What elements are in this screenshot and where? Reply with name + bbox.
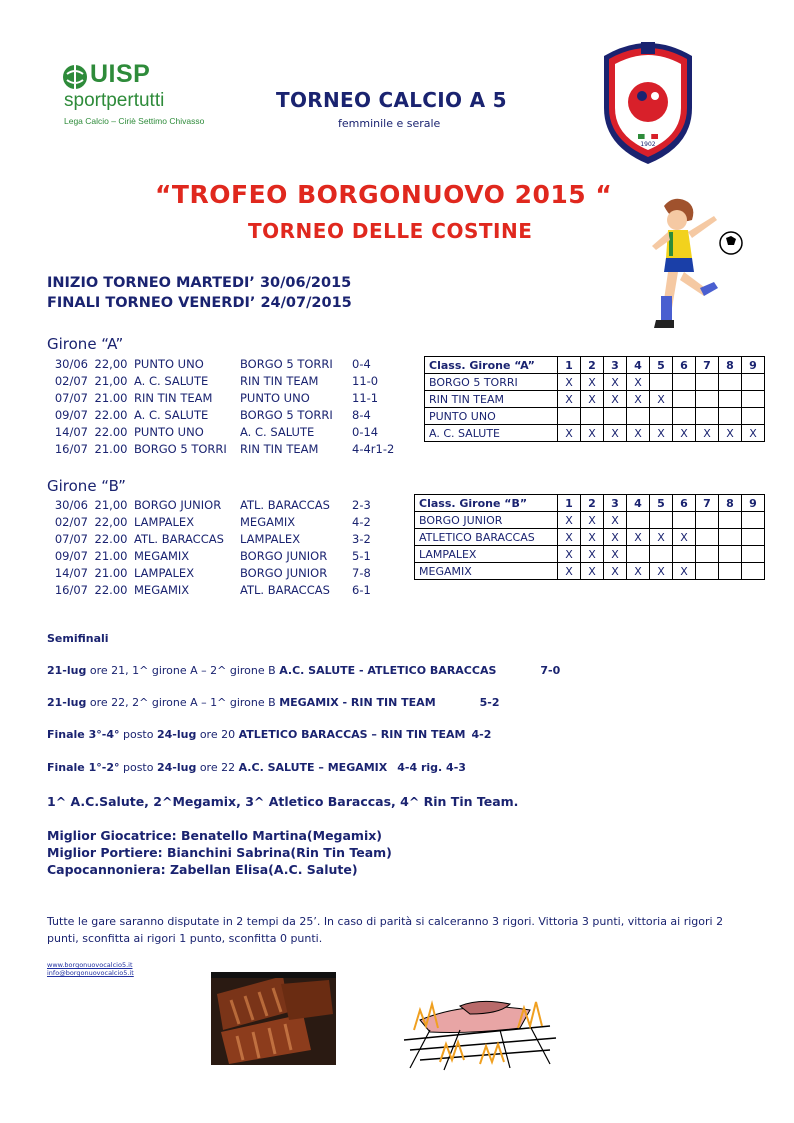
match-time: 22.00 xyxy=(94,532,128,546)
mark-cell xyxy=(696,512,719,529)
match-row xyxy=(50,582,371,599)
semifinal-1 xyxy=(47,664,560,677)
match-score: 6-1 xyxy=(352,583,371,597)
final12-desc2: ore 22 xyxy=(196,761,239,774)
match-date: 02/07 xyxy=(54,374,88,388)
mark-cell: X xyxy=(604,512,627,529)
column-header: 6 xyxy=(673,357,696,374)
team-name: ATLETICO BARACCAS xyxy=(415,529,558,546)
mark-cell xyxy=(558,408,581,425)
mark-cell: X xyxy=(742,425,765,442)
match-row xyxy=(50,407,394,424)
column-header: 8 xyxy=(719,495,742,512)
match-home: A. C. SALUTE xyxy=(134,374,209,388)
ribs-photo xyxy=(211,972,336,1065)
best-keeper: Miglior Portiere: Bianchini Sabrina(Rin Tin Team) xyxy=(47,845,392,860)
best-player: Miglior Giocatrice: Benatello Martina(Megamix) xyxy=(47,828,383,843)
mark-cell xyxy=(673,374,696,391)
match-away: RIN TIN TEAM xyxy=(240,374,319,388)
match-time: 22.00 xyxy=(94,425,128,439)
mark-cell: X xyxy=(604,529,627,546)
match-home: PUNTO UNO xyxy=(134,357,204,371)
mark-cell xyxy=(719,391,742,408)
mark-cell xyxy=(742,408,765,425)
girl-footballer-illustration xyxy=(644,196,750,346)
column-header: 4 xyxy=(627,357,650,374)
start-date: INIZIO TORNEO MARTEDI’ 30/06/2015 xyxy=(47,275,352,291)
final12-score: 4-4 rig. 4-3 xyxy=(397,761,466,774)
match-date: 30/06 xyxy=(54,357,88,371)
table-row xyxy=(425,425,765,442)
uisp-name: UISP xyxy=(90,60,151,88)
match-away: LAMPALEX xyxy=(240,532,301,546)
final34-date: 24-lug xyxy=(156,728,197,741)
semi2-score: 5-2 xyxy=(479,696,500,709)
mark-cell: X xyxy=(696,425,719,442)
mark-cell xyxy=(627,512,650,529)
mark-cell xyxy=(581,408,604,425)
match-away: RIN TIN TEAM xyxy=(240,442,319,456)
semifinal-2 xyxy=(47,696,500,709)
final12-teams: A.C. SALUTE – MEGAMIX xyxy=(238,761,388,774)
mark-cell: X xyxy=(650,563,673,580)
team-name: RIN TIN TEAM xyxy=(425,391,558,408)
mark-cell: X xyxy=(581,512,604,529)
match-away: PUNTO UNO xyxy=(240,391,310,405)
mark-cell xyxy=(673,546,696,563)
mark-cell xyxy=(696,374,719,391)
column-header: 8 xyxy=(719,357,742,374)
semi1-score: 7-0 xyxy=(540,664,561,677)
match-score: 11-0 xyxy=(352,374,379,388)
mark-cell: X xyxy=(558,425,581,442)
team-name: MEGAMIX xyxy=(415,563,558,580)
girone-b-standings-table xyxy=(414,494,765,580)
match-home: MEGAMIX xyxy=(134,549,190,563)
uisp-lega: Lega Calcio – Ciriè Settimo Chivasso xyxy=(64,116,205,126)
column-header: 7 xyxy=(696,357,719,374)
mark-cell xyxy=(696,563,719,580)
match-home: PUNTO UNO xyxy=(134,425,204,439)
website-link[interactable]: www.borgonuovocalcio5.it xyxy=(47,961,133,969)
match-date: 07/07 xyxy=(54,391,88,405)
mark-cell xyxy=(696,546,719,563)
match-time: 21,00 xyxy=(94,374,128,388)
final34-label: Finale 3°-4° xyxy=(47,728,120,741)
awards xyxy=(47,827,392,878)
semi1-date: 21-lug xyxy=(47,664,87,677)
crest-year: 1902 xyxy=(640,141,656,148)
match-row xyxy=(50,424,394,441)
match-score: 8-4 xyxy=(352,408,371,422)
match-away: A. C. SALUTE xyxy=(240,425,315,439)
column-header: 3 xyxy=(604,357,627,374)
uisp-logo xyxy=(62,60,205,142)
table-header-row xyxy=(425,357,765,374)
match-away: BORGO JUNIOR xyxy=(240,566,328,580)
mark-cell xyxy=(650,408,673,425)
final34-score: 4-2 xyxy=(471,728,492,741)
mark-cell: X xyxy=(558,391,581,408)
mark-cell xyxy=(604,408,627,425)
match-time: 22,00 xyxy=(94,357,128,371)
match-away: ATL. BARACCAS xyxy=(240,498,330,512)
final34-desc2: ore 20 xyxy=(196,728,239,741)
mark-cell xyxy=(650,512,673,529)
match-home: BORGO 5 TORRI xyxy=(134,442,227,456)
match-score: 11-1 xyxy=(352,391,379,405)
match-score: 7-8 xyxy=(352,566,371,580)
final-1-2 xyxy=(47,761,466,774)
table-header-row xyxy=(415,495,765,512)
column-header: 9 xyxy=(742,357,765,374)
mark-cell xyxy=(742,374,765,391)
uisp-sub: sportpertutti xyxy=(64,90,165,111)
match-row xyxy=(50,514,371,531)
final12-label: Finale 1°-2° xyxy=(47,761,120,774)
column-header: 4 xyxy=(627,495,650,512)
mark-cell xyxy=(742,546,765,563)
match-date: 16/07 xyxy=(54,583,88,597)
mark-cell xyxy=(719,546,742,563)
semifinals-heading: Semifinali xyxy=(47,632,109,645)
match-away: BORGO 5 TORRI xyxy=(240,408,333,422)
team-name: PUNTO UNO xyxy=(425,408,558,425)
match-score: 3-2 xyxy=(352,532,371,546)
semi2-date: 21-lug xyxy=(47,696,87,709)
team-name: BORGO JUNIOR xyxy=(415,512,558,529)
match-date: 14/07 xyxy=(54,566,88,580)
final12-date: 24-lug xyxy=(156,761,197,774)
mark-cell xyxy=(650,546,673,563)
mark-cell xyxy=(673,512,696,529)
mark-cell: X xyxy=(650,529,673,546)
mark-cell: X xyxy=(604,425,627,442)
page-subtitle: femminile e serale xyxy=(338,117,441,130)
match-score: 4-4r1-2 xyxy=(352,442,395,456)
match-away: ATL. BARACCAS xyxy=(240,583,330,597)
column-header: 5 xyxy=(650,495,673,512)
table-header: Class. Girone “B” xyxy=(415,495,558,512)
match-row xyxy=(50,548,371,565)
final12-desc1: posto xyxy=(119,761,157,774)
column-header: 9 xyxy=(742,495,765,512)
final-3-4 xyxy=(47,728,491,741)
mark-cell: X xyxy=(581,425,604,442)
girone-b-label: Girone “B” xyxy=(47,477,126,495)
contact-links xyxy=(47,961,134,977)
match-home: MEGAMIX xyxy=(134,583,190,597)
match-score: 0-4 xyxy=(352,357,371,371)
semi2-teams: MEGAMIX - RIN TIN TEAM xyxy=(279,696,436,709)
mark-cell xyxy=(696,529,719,546)
match-date: 14/07 xyxy=(54,425,88,439)
table-row xyxy=(415,512,765,529)
match-home: LAMPALEX xyxy=(134,515,195,529)
match-date: 16/07 xyxy=(54,442,88,456)
mark-cell: X xyxy=(719,425,742,442)
mark-cell: X xyxy=(558,563,581,580)
mark-cell: X xyxy=(581,529,604,546)
top-scorer: Capocannoniera: Zabellan Elisa(A.C. Salute) xyxy=(47,862,358,877)
mark-cell xyxy=(742,512,765,529)
match-home: A. C. SALUTE xyxy=(134,408,209,422)
mark-cell: X xyxy=(604,391,627,408)
match-date: 09/07 xyxy=(54,408,88,422)
match-row xyxy=(50,441,394,458)
final-ranking: 1^ A.C.Salute, 2^Megamix, 3^ Atletico Baraccas, 4^ Rin Tin Team. xyxy=(47,794,519,809)
mark-cell xyxy=(742,391,765,408)
mark-cell xyxy=(742,563,765,580)
column-header: 1 xyxy=(558,495,581,512)
mark-cell xyxy=(696,391,719,408)
mark-cell xyxy=(719,374,742,391)
table-header: Class. Girone “A” xyxy=(425,357,558,374)
trophy-title: “TROFEO BORGONUOVO 2015 “ xyxy=(155,180,613,209)
column-header: 5 xyxy=(650,357,673,374)
column-header: 1 xyxy=(558,357,581,374)
mark-cell xyxy=(696,408,719,425)
match-date: 30/06 xyxy=(54,498,88,512)
match-away: BORGO JUNIOR xyxy=(240,549,328,563)
team-name: BORGO 5 TORRI xyxy=(425,374,558,391)
match-time: 21.00 xyxy=(94,391,128,405)
match-time: 21.00 xyxy=(94,549,128,563)
match-time: 21.00 xyxy=(94,566,128,580)
mark-cell: X xyxy=(650,391,673,408)
mark-cell: X xyxy=(604,374,627,391)
mark-cell xyxy=(627,408,650,425)
table-row xyxy=(415,529,765,546)
table-row xyxy=(425,374,765,391)
mark-cell: X xyxy=(604,563,627,580)
final34-desc1: posto xyxy=(119,728,157,741)
table-row xyxy=(415,546,765,563)
mark-cell: X xyxy=(581,374,604,391)
match-score: 5-1 xyxy=(352,549,371,563)
team-name: LAMPALEX xyxy=(415,546,558,563)
match-date: 02/07 xyxy=(54,515,88,529)
mark-cell xyxy=(719,408,742,425)
mark-cell xyxy=(719,529,742,546)
match-away: MEGAMIX xyxy=(240,515,296,529)
club-crest-icon xyxy=(598,38,698,166)
mark-cell: X xyxy=(627,391,650,408)
mark-cell: X xyxy=(673,563,696,580)
semi1-desc: ore 21, 1^ girone A – 2^ girone B xyxy=(86,664,280,677)
column-header: 6 xyxy=(673,495,696,512)
match-score: 0-14 xyxy=(352,425,379,439)
table-row xyxy=(415,563,765,580)
match-home: RIN TIN TEAM xyxy=(134,391,213,405)
girone-b-matches xyxy=(50,497,371,599)
mark-cell xyxy=(719,563,742,580)
match-home: LAMPALEX xyxy=(134,566,195,580)
match-home: BORGO JUNIOR xyxy=(134,498,222,512)
mark-cell: X xyxy=(627,374,650,391)
tournament-subtitle: TORNEO DELLE COSTINE xyxy=(248,219,533,243)
match-date: 09/07 xyxy=(54,549,88,563)
mark-cell: X xyxy=(558,546,581,563)
email-link[interactable]: info@borgonuovocalcio5.it xyxy=(47,969,134,977)
mark-cell: X xyxy=(581,391,604,408)
mark-cell: X xyxy=(673,529,696,546)
table-row xyxy=(425,391,765,408)
girone-a-matches xyxy=(50,356,394,458)
final34-teams: ATLETICO BARACCAS – RIN TIN TEAM xyxy=(238,728,466,741)
mark-cell xyxy=(742,529,765,546)
table-row xyxy=(425,408,765,425)
match-time: 22.00 xyxy=(94,408,128,422)
mark-cell: X xyxy=(581,546,604,563)
match-time: 21,00 xyxy=(94,498,128,512)
column-header: 3 xyxy=(604,495,627,512)
match-time: 22,00 xyxy=(94,515,128,529)
match-row xyxy=(50,390,394,407)
match-row xyxy=(50,373,394,390)
page-title: TORNEO CALCIO A 5 xyxy=(276,88,507,112)
mark-cell: X xyxy=(604,546,627,563)
match-time: 21.00 xyxy=(94,442,128,456)
semi2-desc: ore 22, 2^ girone A – 1^ girone B xyxy=(86,696,280,709)
column-header: 2 xyxy=(581,495,604,512)
mark-cell xyxy=(673,391,696,408)
mark-cell: X xyxy=(581,563,604,580)
uisp-ball-icon xyxy=(62,64,88,90)
mark-cell xyxy=(719,512,742,529)
rules-text: Tutte le gare saranno disputate in 2 tempi da 25’. In caso di parità si calceranno 3 rigori. Vittoria 3 punti, vittoria ai rigori 2 punti, sconfitta ai rigori 1 punto, sconfitta 0 punti. xyxy=(47,915,724,945)
mark-cell: X xyxy=(627,425,650,442)
mark-cell: X xyxy=(673,425,696,442)
grill-drawing-icon xyxy=(400,980,560,1073)
match-score: 2-3 xyxy=(352,498,371,512)
finals-date: FINALI TORNEO VENERDI’ 24/07/2015 xyxy=(47,295,352,311)
match-row xyxy=(50,531,371,548)
mark-cell xyxy=(650,374,673,391)
team-name: A. C. SALUTE xyxy=(425,425,558,442)
mark-cell: X xyxy=(650,425,673,442)
mark-cell: X xyxy=(627,529,650,546)
mark-cell: X xyxy=(558,374,581,391)
mark-cell: X xyxy=(558,529,581,546)
girone-a-standings-table xyxy=(424,356,765,442)
match-row xyxy=(50,565,371,582)
mark-cell xyxy=(627,546,650,563)
girone-a-label: Girone “A” xyxy=(47,335,124,353)
mark-cell xyxy=(673,408,696,425)
match-date: 07/07 xyxy=(54,532,88,546)
mark-cell: X xyxy=(627,563,650,580)
match-away: BORGO 5 TORRI xyxy=(240,357,333,371)
column-header: 2 xyxy=(581,357,604,374)
match-row xyxy=(50,497,371,514)
match-time: 22.00 xyxy=(94,583,128,597)
match-row xyxy=(50,356,394,373)
match-score: 4-2 xyxy=(352,515,371,529)
mark-cell: X xyxy=(558,512,581,529)
tournament-dates xyxy=(47,273,352,313)
match-home: ATL. BARACCAS xyxy=(134,532,224,546)
semi1-teams: A.C. SALUTE - ATLETICO BARACCAS xyxy=(279,664,497,677)
column-header: 7 xyxy=(696,495,719,512)
